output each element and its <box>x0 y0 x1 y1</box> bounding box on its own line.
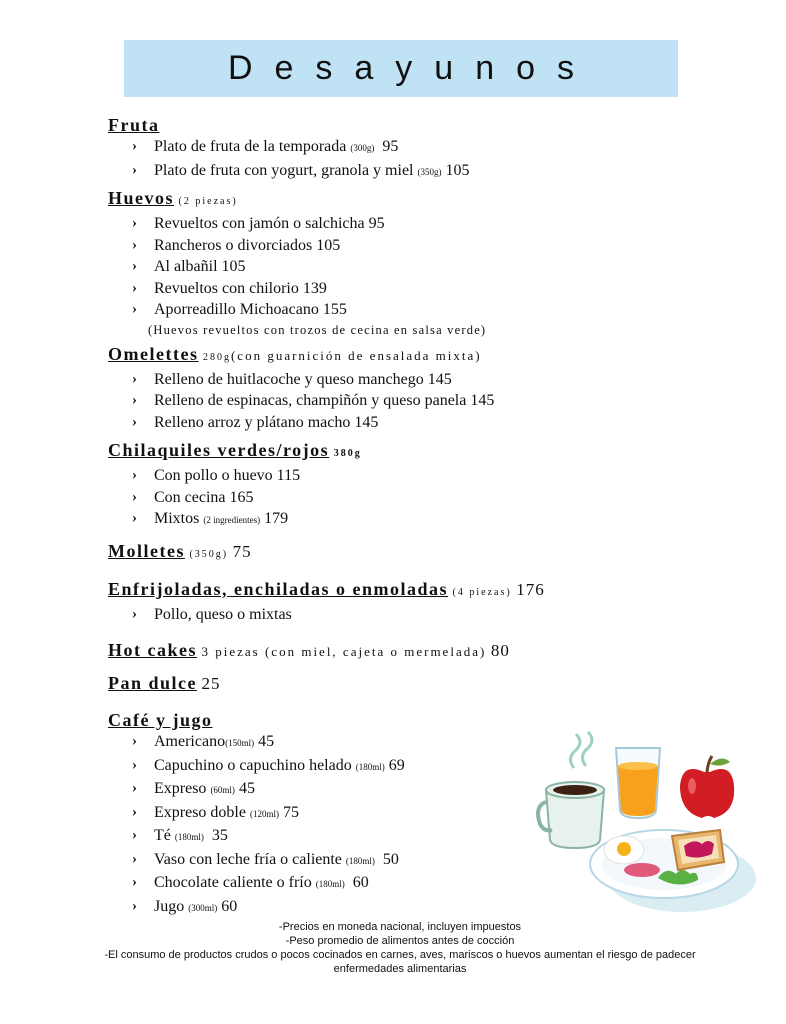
item-text: Con pollo o huevo <box>154 467 273 484</box>
item-text: 45 <box>238 780 255 797</box>
item-text: 95 <box>382 138 399 155</box>
bullet-icon: › <box>132 138 137 154</box>
item-text: (180ml) <box>174 832 204 842</box>
item-text: 155 <box>322 301 347 318</box>
footer-notes <box>60 920 740 976</box>
item-text: (300g) <box>350 143 375 153</box>
item-text: Relleno de espinacas, champiñón y queso panela <box>154 392 467 409</box>
menu-item <box>108 213 748 235</box>
section-molletes <box>108 540 748 566</box>
item-text: (180ml) <box>315 879 345 889</box>
section-title: Chilaquiles verdes/rojos <box>108 440 330 460</box>
item-text: Rancheros o divorciados <box>154 236 313 254</box>
menu-item <box>108 299 748 321</box>
menu-item <box>108 235 748 257</box>
bullet-icon: › <box>132 897 137 914</box>
item-text: 380g <box>333 448 362 459</box>
item-text: Relleno de huitlacoche y queso manchego <box>154 370 424 388</box>
item-text: (300ml) <box>188 902 218 913</box>
item-text: (4 piezas) <box>452 586 512 598</box>
menu-item <box>108 278 748 300</box>
item-text: Plato de fruta de la temporada <box>154 138 347 155</box>
item-text: 280g <box>202 351 231 363</box>
item-text: (120ml) <box>249 808 279 819</box>
bullet-icon: › <box>132 301 137 317</box>
item-text: 176 <box>516 579 545 599</box>
section-pan-dulce <box>108 672 748 695</box>
item-text: 75 <box>232 541 252 561</box>
item-text: Mixtos <box>154 510 200 527</box>
item-text: 80 <box>490 641 510 660</box>
bullet-icon: › <box>132 370 137 387</box>
item-text: Pollo, queso o mixtas <box>154 605 292 623</box>
item-text: Aporreadillo Michoacano <box>154 301 319 318</box>
title-banner <box>124 40 678 97</box>
item-text: Revueltos con jamón o salchicha <box>154 215 365 232</box>
bullet-icon: › <box>132 803 137 820</box>
juice-glass-icon <box>616 748 660 818</box>
bullet-icon: › <box>132 467 137 483</box>
footer-line: -Peso promedio de alimentos antes de cocción <box>285 935 515 947</box>
item-text: Té <box>154 827 171 844</box>
section-title: Pan dulce <box>108 673 198 693</box>
section-fruta <box>108 114 748 183</box>
item-text: 95 <box>368 215 385 232</box>
item-text: Expreso doble <box>154 803 246 821</box>
page-title: Desayunos <box>227 49 597 87</box>
section-enfrijoladas <box>108 578 748 626</box>
steam-icon <box>570 732 592 768</box>
bullet-icon: › <box>132 258 137 274</box>
coffee-cup-icon <box>538 782 604 848</box>
item-text: Al albañil <box>154 258 218 275</box>
bullet-icon: › <box>132 874 137 890</box>
item-text: 105 <box>221 258 246 275</box>
item-text: Capuchino o capuchino helado <box>154 756 352 774</box>
footer-line: -Precios en moneda nacional, incluyen impuestos <box>278 921 522 933</box>
item-text: (350g) <box>417 166 442 177</box>
menu-item <box>108 604 748 626</box>
item-text: 45 <box>258 733 275 750</box>
item-text: (60ml) <box>210 785 235 795</box>
item-text: (con guarnición de ensalada mixta) <box>230 347 482 363</box>
bullet-icon: › <box>132 413 137 430</box>
menu-item <box>108 487 748 509</box>
bullet-icon: › <box>132 780 137 796</box>
footer-line: enfermedades alimentarias <box>333 963 467 975</box>
menu-item <box>108 390 748 412</box>
section-title: Enfrijoladas, enchiladas o enmoladas <box>108 578 449 599</box>
footer-line: -El consumo de productos crudos o pocos cocinados en carnes, aves, mariscos o huevos aumentan el riesgo de padecer <box>104 949 696 961</box>
item-text: 105 <box>445 161 470 179</box>
menu-item <box>108 465 748 487</box>
item-text: 115 <box>276 467 301 484</box>
item-text: (2 ingredientes) <box>203 515 261 525</box>
apple-icon <box>680 756 734 818</box>
section-title: Fruta <box>108 115 160 135</box>
section-title: Omelettes <box>108 343 199 364</box>
item-text: 105 <box>316 236 341 254</box>
item-text: Plato de fruta con yogurt, granola y miel <box>154 161 414 179</box>
breakfast-plate-icon <box>590 830 738 898</box>
menu-item <box>108 369 748 391</box>
item-text: Americano <box>154 733 226 750</box>
menu-item <box>108 256 748 278</box>
section-note: (Huevos revueltos con trozos de cecina en salsa verde) <box>148 322 487 337</box>
item-text: 145 <box>470 392 495 409</box>
item-text: (150ml) <box>225 738 255 748</box>
menu-item <box>108 412 748 434</box>
bullet-icon: › <box>132 605 137 622</box>
bullet-icon: › <box>132 215 137 231</box>
bullet-icon: › <box>132 236 137 253</box>
menu-item <box>108 508 748 532</box>
bullet-icon: › <box>132 850 137 867</box>
item-text: 75 <box>282 803 299 821</box>
breakfast-illustration <box>532 728 756 914</box>
menu-item <box>108 160 748 184</box>
section-title: Café y jugo <box>108 710 213 730</box>
item-text: Relleno arroz y plátano macho <box>154 413 351 431</box>
item-text: Chocolate caliente o frío <box>154 874 312 891</box>
bullet-icon: › <box>132 756 137 773</box>
item-text: 60 <box>221 897 238 915</box>
bullet-icon: › <box>132 279 137 296</box>
menu-item <box>108 136 748 160</box>
section-omelettes <box>108 343 748 434</box>
item-text: (2 piezas) <box>178 196 238 207</box>
item-text: Jugo <box>154 897 185 915</box>
bullet-icon: › <box>132 488 137 505</box>
item-text: (180ml) <box>345 855 375 866</box>
section-chilaquiles <box>108 439 748 532</box>
item-text: 145 <box>354 413 379 431</box>
bullet-icon: › <box>132 827 137 843</box>
item-text: 179 <box>264 510 289 527</box>
section-title: Hot cakes <box>108 640 197 660</box>
item-text: Revueltos con chilorio <box>154 279 299 297</box>
item-text: Vaso con leche fría o caliente <box>154 850 342 868</box>
bullet-icon: › <box>132 733 137 749</box>
bullet-icon: › <box>132 392 137 408</box>
item-text: 50 <box>382 850 399 868</box>
bullet-icon: › <box>132 510 137 526</box>
item-text: Expreso <box>154 780 207 797</box>
item-text: Con cecina <box>154 488 226 506</box>
item-text: 35 <box>211 827 228 844</box>
section-title: Huevos <box>108 188 175 208</box>
bullet-icon: › <box>132 161 137 178</box>
item-text: 69 <box>388 756 405 774</box>
item-text: 25 <box>201 674 221 693</box>
item-text: (350g) <box>189 548 229 560</box>
item-text: 3 piezas (con miel, cajeta o mermelada) <box>201 644 487 659</box>
item-text: 165 <box>229 488 254 506</box>
section-title: Molletes <box>108 540 185 561</box>
item-text: 139 <box>302 279 327 297</box>
item-text: 145 <box>427 370 452 388</box>
section-huevos <box>108 187 748 339</box>
item-text: (180ml) <box>355 761 385 772</box>
section-hotcakes <box>108 639 748 663</box>
item-text: 60 <box>352 874 369 891</box>
